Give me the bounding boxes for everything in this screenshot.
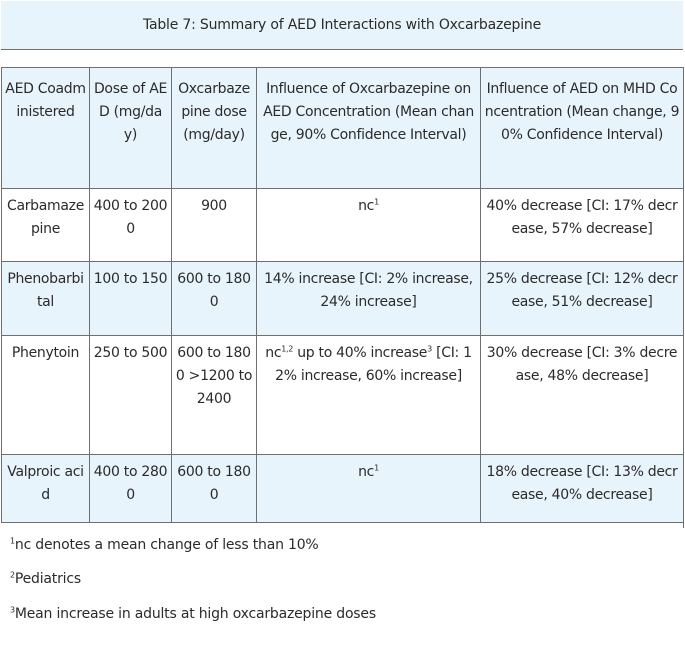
footnote-text: nc denotes a mean change of less than 10%: [14, 537, 319, 553]
cell-influence-oxc: [257, 336, 481, 455]
cell-oxc-dose: 600 to 1800 >1200 to 2400: [172, 336, 257, 455]
influence-text-ci: [CI: 12% increase, 60% increase]: [275, 345, 472, 384]
table-row: [2, 455, 684, 528]
cell-influence-oxc: [257, 455, 481, 528]
cell-dose: 400 to 2000: [90, 189, 172, 262]
cell-aed: Carbamazepine: [2, 189, 90, 262]
influence-text: 14% increase [CI: 2% increase, 24% increase]: [264, 271, 473, 310]
footnote-mark: 3: [10, 605, 15, 615]
cell-oxc-dose: 600 to 1800: [172, 455, 257, 528]
column-header-influence-aed: Influence of AED on MHD Concentration (Mean change, 90% Confidence Interval): [481, 68, 684, 189]
cell-influence-oxc: [257, 262, 481, 336]
influence-text: nc: [265, 345, 282, 361]
footnote-mark: 1: [10, 536, 15, 546]
influence-text: nc: [358, 198, 375, 214]
cell-dose: 400 to 2800: [90, 455, 172, 528]
column-header-influence-oxc: Influence of Oxcarbazepine on AED Concentration (Mean change, 90% Confidence Interval): [257, 68, 481, 189]
column-header-oxc-dose: Oxcarbazepine dose (mg/day): [172, 68, 257, 189]
cell-influence-aed: 25% decrease [CI: 12% decrease, 51% decrease]: [481, 262, 684, 336]
cell-influence-aed: 40% decrease [CI: 17% decrease, 57% decrease]: [481, 189, 684, 262]
footnote-text: Pediatrics: [14, 571, 81, 587]
header-row: [2, 68, 684, 189]
influence-text: nc: [358, 464, 375, 480]
cell-dose: 100 to 150: [90, 262, 172, 336]
cell-oxc-dose: 900: [172, 189, 257, 262]
interactions-table: [1, 67, 684, 528]
footnote-ref: 1: [374, 463, 379, 473]
table-row: [2, 336, 684, 455]
footnotes: [1, 522, 683, 645]
column-header-dose: Dose of AED (mg/day): [90, 68, 172, 189]
footnote-ref: 1,2: [281, 344, 294, 354]
cell-influence-aed: 18% decrease [CI: 13% decrease, 40% decrease]: [481, 455, 684, 528]
footnote-ref: 3: [427, 344, 432, 354]
cell-dose: 250 to 500: [90, 336, 172, 455]
footnote: [10, 537, 319, 553]
footnote: [10, 571, 81, 587]
cell-aed: Valproic acid: [2, 455, 90, 528]
cell-influence-aed: 30% decrease [CI: 3% decrease, 48% decrease]: [481, 336, 684, 455]
footnote-ref: 1: [374, 197, 379, 207]
footnote-text: Mean increase in adults at high oxcarbazepine doses: [14, 606, 376, 622]
footnote: [10, 606, 376, 622]
table-row: [2, 189, 684, 262]
influence-text-mid: up to 40% increase: [293, 345, 428, 361]
table-row: [2, 262, 684, 336]
cell-aed: Phenytoin: [2, 336, 90, 455]
title-spacer: [1, 50, 683, 67]
footnote-mark: 2: [10, 570, 15, 580]
cell-aed: Phenobarbital: [2, 262, 90, 336]
cell-influence-oxc: [257, 189, 481, 262]
column-header-aed: AED Coadministered: [2, 68, 90, 189]
cell-oxc-dose: 600 to 1800: [172, 262, 257, 336]
table-title: Table 7: Summary of AED Interactions with Oxcarbazepine: [1, 1, 683, 50]
